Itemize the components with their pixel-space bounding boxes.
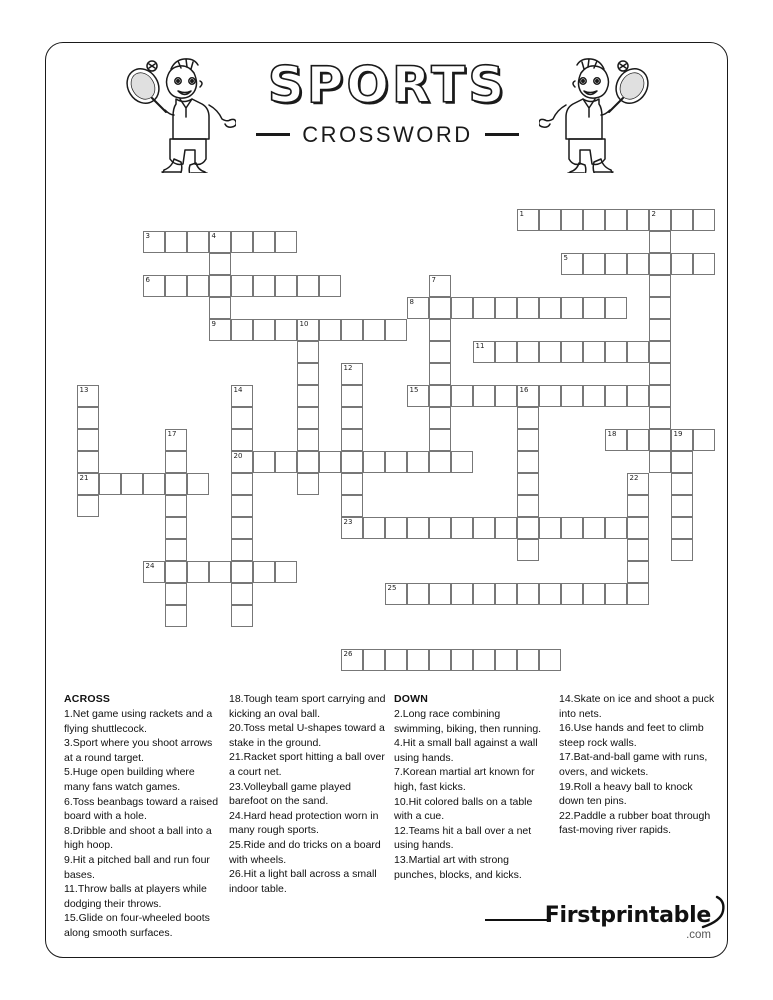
grid-cell[interactable] [583,253,605,275]
grid-cell[interactable] [451,297,473,319]
grid-cell-number: 16 [519,386,529,394]
grid-cell[interactable] [583,341,605,363]
grid-cell[interactable] [143,275,165,297]
across-clue: 18.Tough team sport carrying and kicking an oval ball. [229,693,386,720]
grid-cell[interactable] [539,209,561,231]
grid-cell[interactable] [649,253,671,275]
grid-cell[interactable] [649,363,671,385]
grid-cell[interactable] [275,231,297,253]
grid-cell[interactable] [583,583,605,605]
grid-cell[interactable] [187,231,209,253]
grid-cell[interactable] [429,341,451,363]
grid-cell[interactable] [165,495,187,517]
grid-cell-number: 15 [409,386,419,394]
grid-cell[interactable] [451,517,473,539]
across-clue: 6.Toss beanbags toward a raised board with a hole. [64,795,219,823]
grid-cell[interactable] [209,253,231,275]
across-clue: 5.Huge open building where many fans watch games. [64,766,195,793]
grid-cell-number: 19 [673,430,683,438]
grid-cell[interactable] [605,209,627,231]
grid-cell[interactable] [605,385,627,407]
grid-cell[interactable] [429,407,451,429]
grid-cell[interactable] [319,451,341,473]
across-clue: 15.Glide on four-wheeled boots along smooth surfaces. [64,912,210,939]
grid-cell[interactable] [231,561,253,583]
grid-cell[interactable] [297,473,319,495]
down-clue: 13.Martial art with strong punches, blocks, and kicks. [394,853,522,881]
tennis-player-right-illustration [539,53,659,173]
grid-cell[interactable] [209,275,231,297]
footer-rule [485,919,551,922]
grid-cell-number: 9 [211,320,216,328]
grid-cell[interactable] [649,275,671,297]
grid-cell[interactable] [561,517,583,539]
grid-cell[interactable] [627,561,649,583]
grid-cell[interactable] [275,275,297,297]
grid-cell[interactable] [649,319,671,341]
grid-cell[interactable] [649,231,671,253]
across-clue: 11.Throw balls at players while dodging their throws. [64,883,207,910]
across-clue: 21.Racket sport hitting a ball over a court net. [229,751,385,778]
grid-cell[interactable] [165,517,187,539]
tennis-player-left-illustration [116,53,236,173]
grid-cell[interactable] [165,473,187,495]
grid-cell[interactable] [319,319,341,341]
grid-cell[interactable] [77,429,99,451]
grid-cell[interactable] [429,517,451,539]
grid-cell[interactable] [165,429,187,451]
grid-cell[interactable] [627,253,649,275]
down-heading: DOWN [394,693,429,705]
down-clue: 22.Paddle a rubber boat through fast-moving river rapids. [559,809,711,837]
grid-cell[interactable] [407,517,429,539]
grid-cell[interactable] [231,231,253,253]
grid-cell[interactable] [649,429,671,451]
grid-cell[interactable] [385,649,407,671]
grid-cell[interactable] [253,319,275,341]
grid-cell-number: 2 [651,210,656,218]
grid-cell-number: 26 [343,650,353,658]
grid-cell[interactable] [517,429,539,451]
title-rule-right [485,133,519,136]
down-clue: 19.Roll a heavy ball to knock down ten pins. [559,780,693,808]
grid-cell[interactable] [517,341,539,363]
grid-cell[interactable] [473,297,495,319]
grid-cell[interactable] [77,407,99,429]
grid-cell-number: 13 [79,386,89,394]
grid-cell[interactable] [121,473,143,495]
grid-cell[interactable] [77,385,99,407]
grid-cell-number: 24 [145,562,155,570]
grid-cell[interactable] [627,539,649,561]
grid-cell[interactable] [385,451,407,473]
grid-cell[interactable] [517,517,539,539]
grid-cell[interactable] [231,539,253,561]
grid-cell[interactable] [209,297,231,319]
grid-cell[interactable] [385,319,407,341]
grid-cell[interactable] [231,429,253,451]
grid-cell[interactable] [429,297,451,319]
grid-cell[interactable] [451,385,473,407]
across-clue: 25.Ride and do tricks on a board with wheels. [229,838,381,866]
grid-cell[interactable] [407,451,429,473]
grid-cell[interactable] [495,517,517,539]
grid-cell[interactable] [539,583,561,605]
across-clue: 20.Toss metal U-shapes toward a stake in the ground. [229,722,385,749]
grid-cell[interactable] [539,385,561,407]
grid-cell[interactable] [275,319,297,341]
grid-cell[interactable] [517,385,539,407]
grid-cell[interactable] [495,583,517,605]
grid-cell-number: 10 [299,320,309,328]
grid-cell[interactable] [253,451,275,473]
grid-cell[interactable] [473,583,495,605]
grid-cell[interactable] [187,473,209,495]
grid-cell[interactable] [583,297,605,319]
grid-cell-number: 7 [431,276,436,284]
grid-cell-number: 20 [233,452,243,460]
grid-cell[interactable] [341,451,363,473]
grid-cell-number: 5 [563,254,568,262]
grid-cell[interactable] [253,275,275,297]
grid-cell[interactable] [627,473,649,495]
grid-cell-number: 11 [475,342,485,350]
grid-cell[interactable] [517,583,539,605]
grid-cell[interactable] [671,517,693,539]
grid-cell[interactable] [231,407,253,429]
grid-cell-number: 3 [145,232,150,240]
grid-cell[interactable] [231,385,253,407]
grid-cell[interactable] [231,473,253,495]
grid-cell[interactable] [407,583,429,605]
worksheet-page [45,42,728,958]
page-subtitle: CROSSWORD [302,121,473,147]
grid-cell[interactable] [693,429,715,451]
grid-cell[interactable] [671,539,693,561]
grid-cell[interactable] [517,649,539,671]
grid-cell[interactable] [165,451,187,473]
grid-cell[interactable] [341,473,363,495]
grid-cell[interactable] [429,363,451,385]
grid-cell-number: 6 [145,276,150,284]
down-clue: 14.Skate on ice and shoot a puck into nets. [559,693,715,720]
grid-cell[interactable] [341,429,363,451]
grid-cell[interactable] [539,649,561,671]
grid-cell[interactable] [429,275,451,297]
grid-cell[interactable] [275,451,297,473]
grid-cell[interactable] [451,583,473,605]
grid-cell[interactable] [671,495,693,517]
grid-cell-number: 22 [629,474,639,482]
grid-cell[interactable] [495,649,517,671]
grid-cell[interactable] [473,341,495,363]
grid-cell[interactable] [649,407,671,429]
grid-cell[interactable] [385,583,407,605]
across-clue: 23.Volleyball game played barefoot on the sand. [229,780,352,808]
grid-cell[interactable] [341,385,363,407]
grid-cell[interactable] [341,517,363,539]
grid-cell[interactable] [627,385,649,407]
grid-cell[interactable] [473,517,495,539]
grid-cell[interactable] [561,209,583,231]
grid-cell[interactable] [517,495,539,517]
grid-cell[interactable] [341,363,363,385]
grid-cell[interactable] [165,275,187,297]
across-clue: 26.Hit a light ball across a small indoor table. [229,868,377,895]
grid-cell[interactable] [649,209,671,231]
grid-cell[interactable] [605,517,627,539]
grid-cell[interactable] [627,429,649,451]
grid-cell[interactable] [605,297,627,319]
grid-cell-number: 25 [387,584,397,592]
across-clue: 9.Hit a pitched ball and run four bases. [64,853,210,881]
grid-cell[interactable] [231,319,253,341]
grid-cell[interactable] [605,341,627,363]
grid-cell[interactable] [429,583,451,605]
grid-cell[interactable] [451,649,473,671]
grid-cell[interactable] [561,297,583,319]
brand-swoosh-icon [701,895,727,929]
page-header [46,43,729,178]
grid-cell[interactable] [495,385,517,407]
grid-cell[interactable] [253,561,275,583]
across-clue: 3.Sport where you shoot arrows at a round target. [64,737,213,764]
grid-cell-number: 12 [343,364,353,372]
grid-cell[interactable] [407,385,429,407]
grid-cell[interactable] [561,341,583,363]
brand-name: Firstprintable [544,902,711,928]
grid-cell[interactable] [341,649,363,671]
grid-cell-number: 23 [343,518,353,526]
grid-cell[interactable] [231,583,253,605]
page-title: SPORTS [267,56,508,114]
across-clue: 8.Dribble and shoot a ball into a high hoop. [64,824,212,852]
grid-cell[interactable] [649,451,671,473]
grid-cell[interactable] [539,517,561,539]
grid-cell[interactable] [671,209,693,231]
grid-cell[interactable] [583,209,605,231]
down-clue: 12.Teams hit a ball over a net using hands. [394,824,532,852]
grid-cell[interactable] [649,341,671,363]
grid-cell[interactable] [209,231,231,253]
grid-cell[interactable] [627,341,649,363]
grid-cell[interactable] [627,209,649,231]
grid-cell[interactable] [143,561,165,583]
grid-cell[interactable] [165,539,187,561]
grid-cell[interactable] [561,583,583,605]
grid-cell[interactable] [363,451,385,473]
grid-cell[interactable] [495,341,517,363]
grid-cell[interactable] [231,517,253,539]
grid-cell[interactable] [429,319,451,341]
crossword-grid[interactable] [46,181,729,691]
grid-cell[interactable] [231,275,253,297]
grid-cell[interactable] [297,451,319,473]
grid-cell[interactable] [649,385,671,407]
grid-cell[interactable] [539,341,561,363]
grid-cell[interactable] [165,583,187,605]
grid-cell[interactable] [451,451,473,473]
grid-cell-number: 4 [211,232,216,240]
grid-cell[interactable] [539,297,561,319]
grid-cell[interactable] [297,363,319,385]
grid-cell[interactable] [187,561,209,583]
grid-cell-number: 18 [607,430,617,438]
grid-cell[interactable] [429,649,451,671]
grid-cell[interactable] [341,407,363,429]
grid-cell[interactable] [363,649,385,671]
grid-cell[interactable] [77,495,99,517]
across-heading: ACROSS [64,693,111,705]
grid-cell[interactable] [341,495,363,517]
grid-cell[interactable] [363,319,385,341]
grid-cell[interactable] [231,605,253,627]
grid-cell[interactable] [605,429,627,451]
grid-cell[interactable] [473,649,495,671]
title-block [228,56,548,148]
grid-cell-number: 21 [79,474,89,482]
grid-cell[interactable] [605,253,627,275]
grid-cell[interactable] [297,275,319,297]
grid-cell[interactable] [363,517,385,539]
grid-cell[interactable] [319,275,341,297]
grid-cell[interactable] [517,297,539,319]
grid-cell[interactable] [693,209,715,231]
grid-cell[interactable] [429,429,451,451]
grid-cell[interactable] [671,451,693,473]
grid-cell[interactable] [275,561,297,583]
across-clue: 1.Net game using rackets and a flying shuttlecock. [64,708,213,735]
grid-cell[interactable] [429,385,451,407]
down-clue: 4.Hit a small ball against a wall using hands. [394,737,538,764]
grid-cell[interactable] [517,539,539,561]
grid-cell-number: 1 [519,210,524,218]
grid-cell[interactable] [429,451,451,473]
grid-cell[interactable] [693,253,715,275]
grid-cell[interactable] [231,495,253,517]
grid-cell[interactable] [517,209,539,231]
grid-cell[interactable] [517,407,539,429]
grid-cell[interactable] [77,451,99,473]
grid-cell[interactable] [407,649,429,671]
grid-cell[interactable] [165,231,187,253]
grid-cell[interactable] [231,451,253,473]
page-footer [46,897,729,943]
down-clue: 17.Bat-and-ball game with runs, overs, and wickets. [559,751,708,778]
grid-cell[interactable] [297,319,319,341]
grid-cell[interactable] [143,473,165,495]
grid-cell-number: 14 [233,386,243,394]
grid-cell[interactable] [671,253,693,275]
grid-cell[interactable] [605,583,627,605]
grid-cell[interactable] [407,297,429,319]
grid-cell[interactable] [297,385,319,407]
grid-cell[interactable] [99,473,121,495]
grid-cell[interactable] [583,385,605,407]
grid-cell[interactable] [77,473,99,495]
grid-cell[interactable] [209,319,231,341]
grid-cell[interactable] [627,583,649,605]
grid-cell[interactable] [561,253,583,275]
down-clue: 2.Long race combining swimming, biking, then running. [394,708,542,735]
grid-cell[interactable] [583,517,605,539]
grid-cell[interactable] [297,429,319,451]
grid-cell[interactable] [627,495,649,517]
grid-cell[interactable] [671,473,693,495]
grid-cell[interactable] [517,451,539,473]
down-clue: 16.Use hands and feet to climb steep rock walls. [559,722,704,749]
grid-cell[interactable] [385,517,407,539]
brand-logo [544,902,711,942]
grid-cell[interactable] [517,473,539,495]
grid-cell[interactable] [649,297,671,319]
grid-cell[interactable] [473,385,495,407]
grid-cell[interactable] [253,231,275,253]
grid-cell[interactable] [627,517,649,539]
down-clue: 10.Hit colored balls on a table with a cue. [394,795,533,823]
brand-tld: .com [686,928,711,941]
grid-cell[interactable] [143,231,165,253]
across-clue: 24.Hard head protection worn in many rough sports. [229,809,379,837]
grid-cell[interactable] [165,605,187,627]
grid-cell[interactable] [671,429,693,451]
down-clue: 7.Korean martial art known for high, fast kicks. [394,766,535,793]
grid-cell[interactable] [561,385,583,407]
title-rule-left [256,133,290,136]
grid-cell[interactable] [165,561,187,583]
grid-cell[interactable] [297,341,319,363]
grid-cell[interactable] [297,407,319,429]
grid-cell-number: 17 [167,430,177,438]
grid-cell[interactable] [341,319,363,341]
grid-cell[interactable] [187,275,209,297]
grid-cell-number: 8 [409,298,414,306]
grid-cell[interactable] [209,561,231,583]
grid-cell[interactable] [495,297,517,319]
